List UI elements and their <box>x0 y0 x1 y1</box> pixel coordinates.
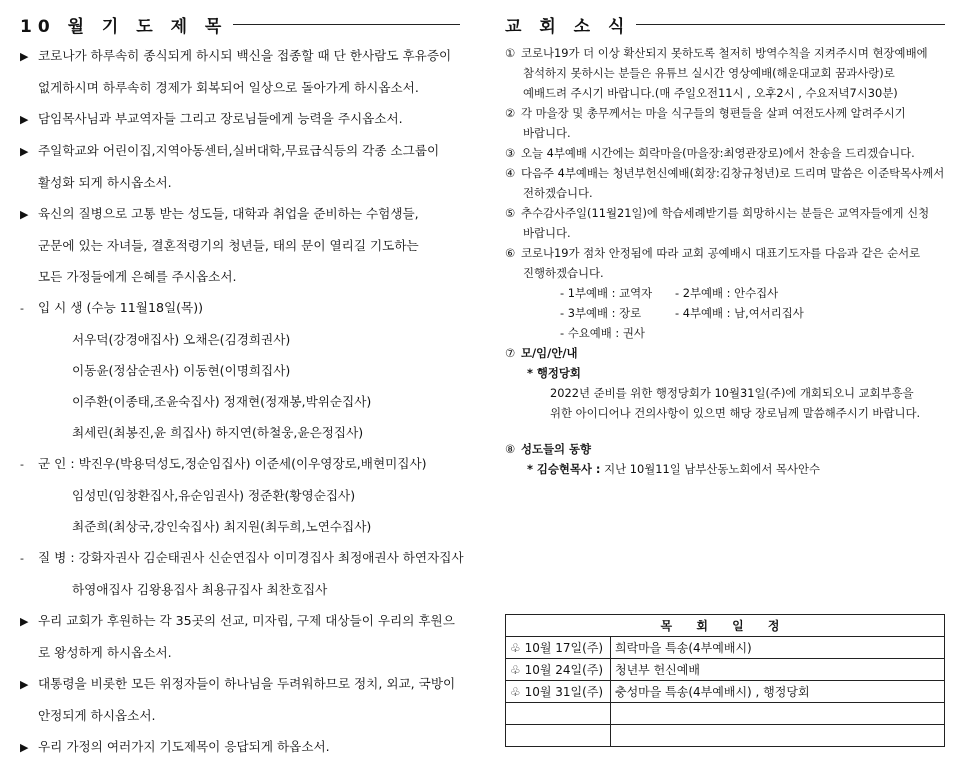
prayer-text: 대통령을 비롯한 모든 위정자들이 하나님을 두려워하므로 정치, 외교, 국방이 <box>38 676 456 691</box>
news-body-line <box>505 383 945 403</box>
prayer-list <box>20 40 464 763</box>
schedule-header-row <box>506 615 945 637</box>
news-item <box>505 163 945 183</box>
prayer-text: 우리 교회가 후원하는 각 35곳의 선교, 미자립, 구제 대상들이 우리의 후원으 <box>38 613 455 628</box>
prayer-line <box>20 700 460 731</box>
prayer-bullet-icon: - <box>20 302 24 315</box>
news-number: ② <box>505 106 516 120</box>
prayer-order-a: - 1부예배 : 교역자 <box>560 286 653 300</box>
news-item <box>505 439 945 459</box>
news-text: 각 마을장 및 총무께서는 마을 식구들의 형편들을 살펴 여전도사께 알려주시기 <box>521 106 906 120</box>
prayer-text: 질 병 : 강화자권사 김순태권사 신순연집사 이미경집사 최정애권사 하연자집사 <box>38 550 464 565</box>
news-number: ③ <box>505 146 516 160</box>
prayer-bullet-icon: ▶ <box>20 50 29 63</box>
schedule-date: 10월 31일(주) <box>524 685 604 699</box>
news-item <box>505 43 945 63</box>
schedule-event: 충성마을 특송(4부예배시) , 행정당회 <box>611 681 945 703</box>
news-text: 진행하겠습니다. <box>523 266 604 280</box>
prayer-order-b: - 4부예배 : 남,여서리집사 <box>675 306 804 320</box>
schedule-date: 10월 24일(주) <box>524 663 604 677</box>
prayer-line <box>20 40 460 72</box>
prayer-line <box>20 480 460 511</box>
prayer-line <box>20 574 460 605</box>
prayer-text: 최준희(최상국,강인숙집사) 최지원(최두희,노연수집사) <box>72 519 372 534</box>
prayer-line <box>20 103 460 135</box>
prayer-line <box>20 637 460 668</box>
schedule-date-cell <box>506 681 611 703</box>
news-item-continued <box>505 83 945 103</box>
prayer-line <box>20 261 460 292</box>
schedule-row <box>506 659 945 681</box>
prayer-order-line <box>505 323 945 343</box>
schedule-row <box>506 681 945 703</box>
news-text: 2022년 준비를 위한 행정당회가 10월31일(주)에 개회되오니 교회부흥을 <box>550 386 914 400</box>
prayer-text: 코로나가 하루속히 종식되게 하시되 백신을 접종할 때 단 한사람도 후유증이 <box>38 48 452 63</box>
news-text: 코로나19가 더 이상 확산되지 못하도록 철저히 방역수칙을 지켜주시며 현장예배에 <box>521 46 928 60</box>
news-text: 예배드려 주시기 바랍니다.(매 주일오전11시 , 오후2시 , 수요저녁7시30분) <box>523 86 898 100</box>
prayer-line <box>20 386 460 417</box>
schedule-event: 희락마을 특송(4부예배시) <box>611 637 945 659</box>
prayer-text: 없게하시며 하루속히 경제가 회복되어 일상으로 돌아가게 하시옵소서. <box>38 80 419 95</box>
news-number: ④ <box>505 166 516 180</box>
news-text: 바랍니다. <box>523 126 571 140</box>
news-text: 코로나19가 점차 안정됨에 따라 교회 공예배시 대표기도자를 다음과 같은 순서로 <box>521 246 921 260</box>
prayer-bullet-icon: ▶ <box>20 113 29 126</box>
prayer-bullet-icon: - <box>20 552 24 565</box>
schedule-date: 10월 17일(주) <box>524 641 604 655</box>
news-subheading <box>505 363 945 383</box>
prayer-text: 주일학교와 어린이집,지역아동센터,실버대학,무료급식등의 각종 소그룹이 <box>38 143 440 158</box>
news-section <box>505 0 945 479</box>
news-subheading <box>505 459 945 479</box>
prayer-text: 최세린(최봉진,윤 희집사) 하지연(하철웅,윤은정집사) <box>72 425 364 440</box>
prayer-line <box>20 230 460 261</box>
prayer-line <box>20 135 460 167</box>
news-spacer <box>505 423 945 439</box>
prayer-order-a: - 수요예배 : 권사 <box>560 326 645 340</box>
news-item <box>505 203 945 223</box>
prayer-text: 이주환(이종태,조윤숙집사) 정재현(정재봉,박위순집사) <box>72 394 372 409</box>
prayer-line <box>20 605 460 637</box>
news-header <box>505 0 945 40</box>
news-text: 추수감사주일(11월21일)에 학습세례받기를 희망하시는 분들은 교역자들에게 신청 <box>521 206 930 220</box>
prayer-order-line <box>505 303 945 323</box>
schedule-table <box>505 614 945 747</box>
prayer-line <box>20 542 464 574</box>
clover-icon: ♧ <box>510 641 521 655</box>
news-text: 다음주 4부예배는 청년부헌신예배(회장:김창규청년)로 드리며 말씀은 이준탁목사께서 <box>521 166 945 180</box>
schedule-row <box>506 637 945 659</box>
prayer-section <box>20 0 464 763</box>
prayer-text: 입 시 생 (수능 11월18일(목)) <box>38 300 204 315</box>
news-number: ⑦ <box>505 346 516 360</box>
news-text: 성도들의 동향 <box>521 442 591 456</box>
prayer-line <box>20 292 460 324</box>
prayer-order-a: - 3부예배 : 장로 <box>560 306 642 320</box>
news-text: 바랍니다. <box>523 226 571 240</box>
prayer-text: 담임목사님과 부교역자들 그리고 장로님들에게 능력을 주시옵소서. <box>38 111 403 126</box>
prayer-text: 임성민(임창환집사,유순임권사) 정준환(황영순집사) <box>72 488 356 503</box>
schedule-event <box>611 725 945 747</box>
prayer-bullet-icon: ▶ <box>20 741 29 754</box>
news-text: 참석하지 못하시는 분들은 유튜브 실시간 영상예배(해운대교회 꿈과사랑)로 <box>523 66 895 80</box>
news-list <box>505 43 945 479</box>
schedule-date-cell <box>506 703 611 725</box>
news-item <box>505 243 945 263</box>
prayer-bullet-icon: - <box>20 458 24 471</box>
news-text: 모/임/안/내 <box>521 346 578 360</box>
news-number: ① <box>505 46 516 60</box>
prayer-line <box>20 448 460 480</box>
news-subheading-text: 지난 10월11일 남부산동노회에서 목사안수 <box>600 462 820 476</box>
schedule-date-cell <box>506 725 611 747</box>
news-subheading-label: * 김승현목사 : <box>527 462 601 476</box>
prayer-text: 군 인 : 박진우(박용덕성도,정순임집사) 이준세(이우영장로,배현미집사) <box>38 456 427 471</box>
clover-icon: ♧ <box>510 663 521 677</box>
prayer-text: 이동윤(정삼순권사) 이동현(이명희집사) <box>72 363 291 378</box>
prayer-text: 로 왕성하게 하시옵소서. <box>38 645 172 660</box>
prayer-text: 육신의 질병으로 고통 받는 성도들, 대학과 취업을 준비하는 수험생들, <box>38 206 419 221</box>
news-item-continued <box>505 183 945 203</box>
prayer-text: 안정되게 하시옵소서. <box>38 708 156 723</box>
news-title: 교 회 소 식 <box>505 12 636 37</box>
news-item-continued <box>505 63 945 83</box>
prayer-bullet-icon: ▶ <box>20 615 29 628</box>
schedule-event <box>611 703 945 725</box>
news-number: ⑥ <box>505 246 516 260</box>
prayer-line <box>20 324 460 355</box>
prayer-line <box>20 731 460 763</box>
schedule-row <box>506 703 945 725</box>
clover-icon: ♧ <box>510 685 521 699</box>
prayer-line <box>20 72 460 103</box>
news-item-continued <box>505 223 945 243</box>
prayer-text: 군문에 있는 자녀들, 결혼적령기의 청년들, 태의 문이 열리길 기도하는 <box>38 238 419 253</box>
prayer-text: 활성화 되게 하시옵소서. <box>38 175 172 190</box>
prayer-text: 모든 가정들에게 은혜를 주시옵소서. <box>38 269 237 284</box>
prayer-line <box>20 167 460 198</box>
prayer-order-b: - 2부예배 : 안수집사 <box>675 286 779 300</box>
prayer-text: 서우덕(강경애집사) 오채은(김경희권사) <box>72 332 291 347</box>
prayer-title: 10 월 기 도 제 목 <box>20 12 233 37</box>
prayer-line <box>20 198 460 230</box>
prayer-line <box>20 417 460 448</box>
news-item-continued <box>505 263 945 283</box>
news-subheading-label: * 행정당회 <box>527 366 581 380</box>
schedule-date-cell <box>506 637 611 659</box>
news-number: ⑧ <box>505 442 516 456</box>
prayer-header <box>20 0 460 40</box>
prayer-order-line <box>505 283 945 303</box>
news-number: ⑤ <box>505 206 516 220</box>
schedule-body <box>506 637 945 747</box>
news-item <box>505 343 945 363</box>
news-item <box>505 103 945 123</box>
schedule-row <box>506 725 945 747</box>
prayer-line <box>20 668 460 700</box>
news-text: 오늘 4부예배 시간에는 희락마을(마을장:최영관장로)에서 찬송을 드리겠습니다. <box>521 146 915 160</box>
prayer-line <box>20 511 460 542</box>
schedule-date-cell <box>506 659 611 681</box>
prayer-bullet-icon: ▶ <box>20 208 29 221</box>
news-item-continued <box>505 123 945 143</box>
schedule-event: 청년부 헌신예배 <box>611 659 945 681</box>
prayer-text: 우리 가정의 여러가지 기도제목이 응답되게 하옵소서. <box>38 739 330 754</box>
prayer-bullet-icon: ▶ <box>20 678 29 691</box>
prayer-line <box>20 355 460 386</box>
news-text: 전하겠습니다. <box>523 186 593 200</box>
news-body-line <box>505 403 945 423</box>
schedule-title: 목 회 일 정 <box>506 615 945 637</box>
prayer-bullet-icon: ▶ <box>20 145 29 158</box>
news-text: 위한 아이디어나 건의사항이 있으면 해당 장로님께 말씀해주시기 바랍니다. <box>550 406 921 420</box>
prayer-text: 하영애집사 김왕용집사 최용규집사 최찬호집사 <box>72 582 328 597</box>
news-item <box>505 143 945 163</box>
